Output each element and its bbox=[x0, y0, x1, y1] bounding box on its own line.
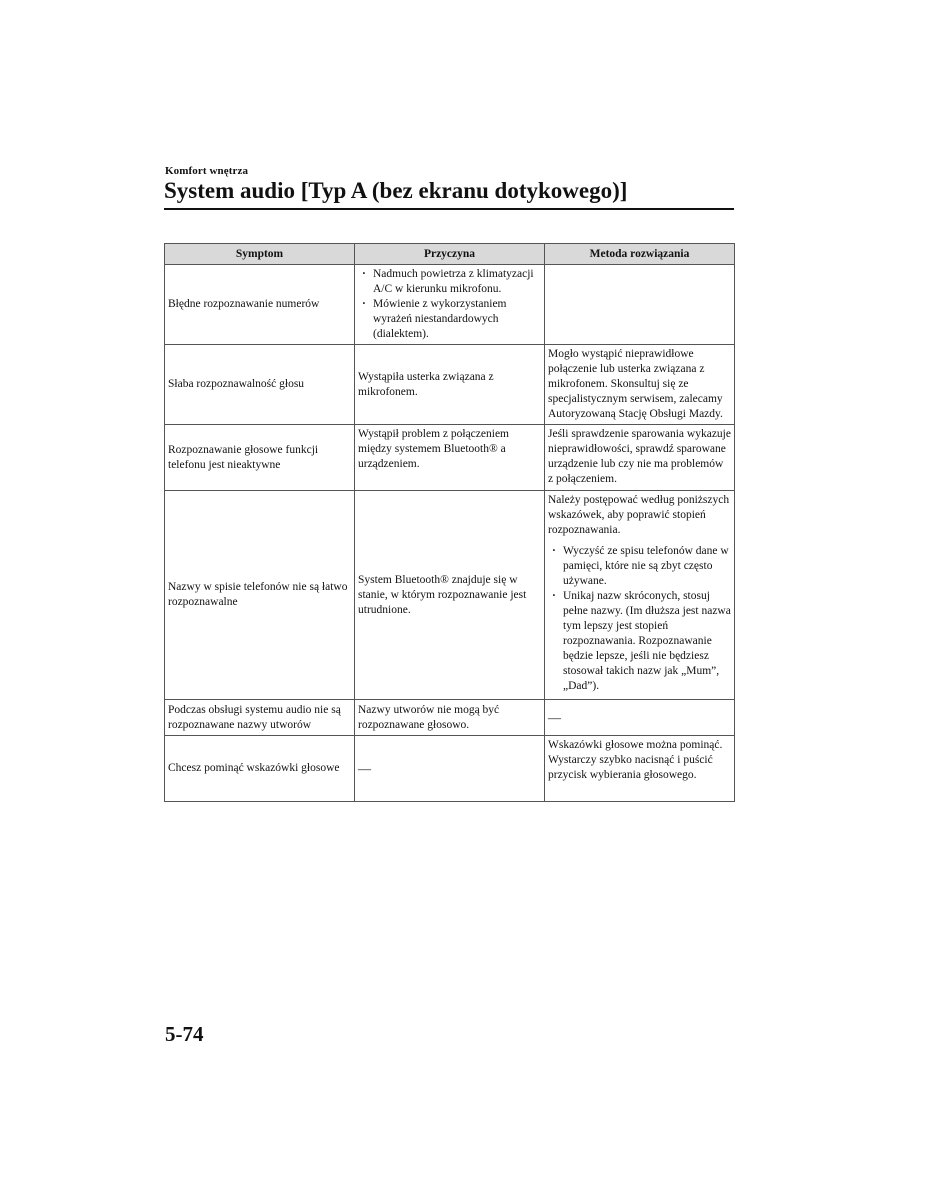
symptom-cell: Rozpoznawanie głosowe funkcji telefonu jest nieaktywne bbox=[165, 425, 355, 491]
cause-cell: — bbox=[355, 736, 545, 802]
table-row bbox=[165, 265, 735, 345]
table-row bbox=[165, 700, 735, 736]
solution-cell: Wskazówki głosowe można pominąć. Wystarczy szybko nacisnąć i puścić przycisk wybierania głosowego. bbox=[545, 736, 735, 802]
cause-cell bbox=[355, 265, 545, 345]
page-number: 5-74 bbox=[165, 1022, 204, 1046]
symptom-cell: Nazwy w spisie telefonów nie są łatwo rozpoznawalne bbox=[165, 491, 355, 700]
list-item: · Mówienie z wykorzystaniem wyrażeń niestandardowych (dialektem). bbox=[358, 297, 541, 342]
cause-list bbox=[358, 267, 541, 342]
table-row bbox=[165, 345, 735, 425]
column-header-symptom: Symptom bbox=[165, 244, 355, 265]
column-header-cause: Przyczyna bbox=[355, 244, 545, 265]
cause-cell: Wystąpił problem z połączeniem między systemem Bluetooth® a urządzeniem. bbox=[355, 425, 545, 491]
solution-cell: Jeśli sprawdzenie sparowania wykazuje nieprawidłowości, sprawdź sparowane urządzenie lub czy nie ma problemów z połączeniem. bbox=[545, 425, 735, 491]
solution-cell bbox=[545, 265, 735, 345]
table-row bbox=[165, 425, 735, 491]
title-divider bbox=[164, 208, 734, 210]
solution-list bbox=[548, 544, 731, 694]
symptom-cell: Błędne rozpoznawanie numerów bbox=[165, 265, 355, 345]
page-title: System audio [Typ A (bez ekranu dotykowego)] bbox=[164, 178, 628, 203]
symptom-cell: Słaba rozpoznawalność głosu bbox=[165, 345, 355, 425]
troubleshooting-table bbox=[164, 243, 735, 802]
solution-cell: — bbox=[545, 700, 735, 736]
list-item: · Nadmuch powietrza z klimatyzacji A/C w kierunku mikrofonu. bbox=[358, 267, 541, 297]
symptom-cell: Podczas obsługi systemu audio nie są rozpoznawane nazwy utworów bbox=[165, 700, 355, 736]
table-row bbox=[165, 491, 735, 700]
section-label: Komfort wnętrza bbox=[165, 165, 249, 177]
table-header-row bbox=[165, 244, 735, 265]
cause-cell: Nazwy utworów nie mogą być rozpoznawane głosowo. bbox=[355, 700, 545, 736]
column-header-solution: Metoda rozwiązania bbox=[545, 244, 735, 265]
list-item: · Wyczyść ze spisu telefonów dane w pamięci, które nie są zbyt często używane. bbox=[548, 544, 731, 589]
list-item: · Unikaj nazw skróconych, stosuj pełne nazwy. (Im dłuższa jest nazwa tym lepszy jest stopień rozpoznawania. Rozpoznawanie będzie lepsze, jeśli nie będziesz stosował takich nazw jak „Mum”, „Dad”). bbox=[548, 589, 731, 694]
solution-intro: Należy postępować według poniższych wskazówek, aby poprawić stopień rozpoznawania. bbox=[548, 494, 730, 536]
cause-cell: Wystąpiła usterka związana z mikrofonem. bbox=[355, 345, 545, 425]
solution-cell: Mogło wystąpić nieprawidłowe połączenie lub usterka związana z mikrofonem. Skonsultuj się ze specjalistycznym serwisem, zalecamy Autoryzowaną Stację Obsługi Mazdy. bbox=[545, 345, 735, 425]
solution-cell bbox=[545, 491, 735, 700]
table-row bbox=[165, 736, 735, 802]
symptom-cell: Chcesz pominąć wskazówki głosowe bbox=[165, 736, 355, 802]
cause-cell: System Bluetooth® znajduje się w stanie, w którym rozpoznawanie jest utrudnione. bbox=[355, 491, 545, 700]
